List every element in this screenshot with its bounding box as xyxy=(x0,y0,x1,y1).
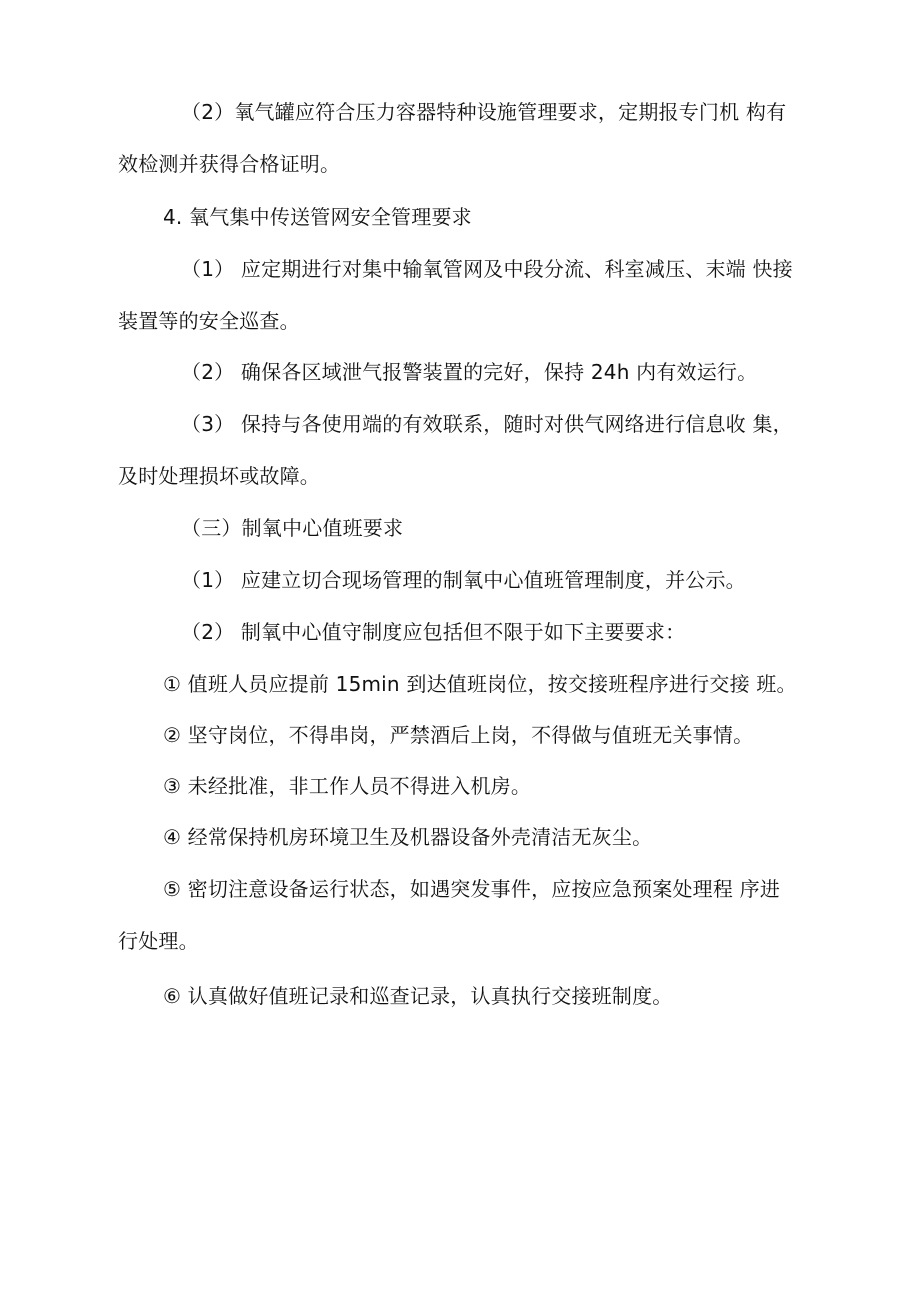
list-item: ② 坚守岗位，不得串岗，严禁酒后上岗，不得做与值班无关事情。 xyxy=(163,723,754,747)
list-item: ③ 未经批准，非工作人员不得进入机房。 xyxy=(163,774,532,798)
section-heading: 4. 氧气集中传送管网安全管理要求 xyxy=(163,205,472,229)
paragraph-line: （2） 确保各区域泄气报警装置的完好，保持 24h 内有效运行。 xyxy=(181,360,758,384)
paragraph-line: 行处理。 xyxy=(118,929,199,953)
paragraph-line: （3） 保持与各使用端的有效联系，随时对供气网络进行信息收 集， xyxy=(181,412,793,436)
list-item: ① 值班人员应提前 15min 到达值班岗位，按交接班程序进行交接 班。 xyxy=(163,672,797,696)
list-item: ④ 经常保持机房环境卫生及机器设备外壳清洁无灰尘。 xyxy=(163,825,653,849)
paragraph-line: （1） 应建立切合现场管理的制氧中心值班管理制度，并公示。 xyxy=(181,568,746,592)
paragraph-line: （2）氧气罐应符合压力容器特种设施管理要求，定期报专门机 构有 xyxy=(181,100,787,124)
section-heading: （三）制氧中心值班要求 xyxy=(181,516,404,540)
paragraph-line: 装置等的安全巡查。 xyxy=(118,309,300,333)
list-item: ⑤ 密切注意设备运行状态，如遇突发事件，应按应急预案处理程 序进 xyxy=(163,877,781,901)
paragraph-line: （1） 应定期进行对集中输氧管网及中段分流、科室减压、末端 快接 xyxy=(181,257,793,281)
list-item: ⑥ 认真做好值班记录和巡查记录，认真执行交接班制度。 xyxy=(163,984,673,1008)
paragraph-line: 效检测并获得合格证明。 xyxy=(118,152,341,176)
paragraph-line: 及时处理损坏或故障。 xyxy=(118,464,320,488)
paragraph-line: （2） 制氧中心值守制度应包括但不限于如下主要要求： xyxy=(181,620,686,644)
